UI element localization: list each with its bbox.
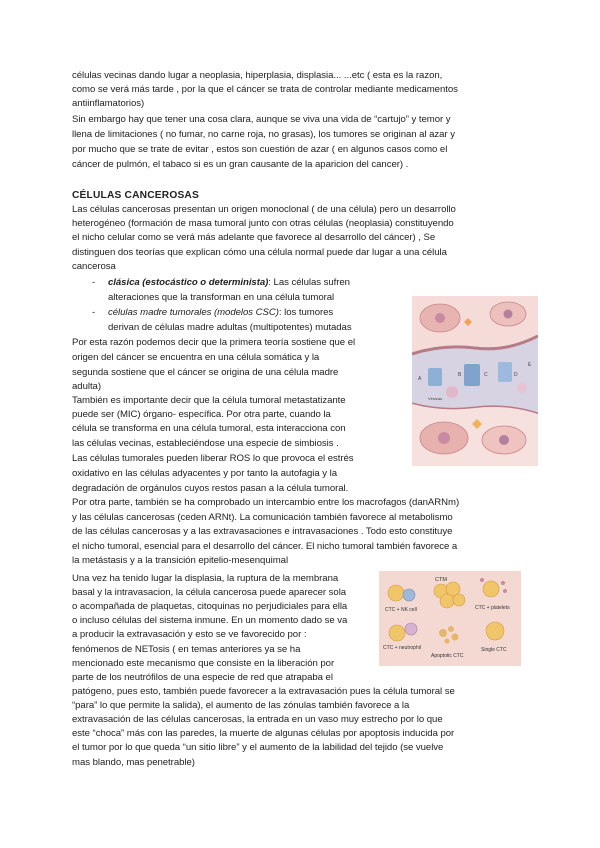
text-line: este “choca” más con las paredes, la muerte de algunas células por apoptosis inducida por <box>72 728 455 739</box>
figure-label: D <box>514 372 518 378</box>
figure-label: CTC + NK cell <box>385 607 417 613</box>
figure-label: Apoptotic CTC <box>431 653 464 659</box>
text-line: a producir la extravasación y esto se ve favorecido por : <box>72 629 307 640</box>
vessel-cell <box>498 362 512 382</box>
text-line: mas blando, mas penetrable) <box>72 757 195 768</box>
text-line: célula se transforma en una célula tumoral, esta interacciona con <box>72 423 346 434</box>
text-line: o incluso células del sistema inmune. En un momento dado se va <box>72 615 348 626</box>
bullet-text: : Las células sufren <box>268 277 350 288</box>
bullet-item <box>108 277 350 289</box>
cell-nucleus <box>499 435 509 445</box>
text-line: el tumor por lo que queda “un sitio libre” y el aumento de la labilidad del tejido (se vuelve <box>72 742 444 753</box>
figure-label: A <box>418 376 422 382</box>
bullet-term: clásica (estocástico o determinista) <box>108 277 269 288</box>
ctc-cell <box>389 625 405 641</box>
section-heading: CÉLULAS CANCEROSAS <box>72 190 199 201</box>
apoptotic-fragment <box>439 629 447 637</box>
figure-label: E <box>528 362 532 368</box>
text-line: Las células cancerosas presentan un origen monoclonal ( de una célula) pero un desarrollo <box>72 204 456 215</box>
text-line: heterogéneo (formación de masa tumoral junto con otras células (neoplasia) constituyendo <box>72 218 454 229</box>
text-line: adulta) <box>72 381 101 392</box>
platelet <box>480 578 484 582</box>
neutrophil <box>405 623 417 635</box>
text-line: células vecinas dando lugar a neoplasia, hiperplasia, displasia... ...etc ( esta es la razon, <box>72 70 443 81</box>
text-line: antiinflamatorios) <box>72 98 145 109</box>
text-line: distinguen dos teorías que explican cómo una célula normal puede dar lugar a una célula <box>72 247 447 258</box>
text-line: puede ser (MIC) órgano- específica. Por otra parte, cuando la <box>72 409 331 420</box>
figure-label: B <box>458 372 462 378</box>
figure-label: CTC + platelets <box>475 605 510 611</box>
ctc-cell <box>483 581 499 597</box>
text-line: Las células tumorales pueden liberar ROS lo que provoca el estrés <box>72 453 354 464</box>
apoptotic-fragment <box>448 626 454 632</box>
ctc-cell <box>453 594 465 606</box>
text-line: la metástasis y a la transición epitelio-mesenquimal <box>72 555 289 566</box>
figure-label: Vésicas <box>428 396 443 401</box>
text-line: o acompañada de plaquetas, citoquinas no perjudiciales para ella <box>72 601 348 612</box>
text-line: oxidativo en las células adyacentes y por tanto la autofagia y la <box>72 468 338 479</box>
nk-cell <box>403 589 415 601</box>
text-line: por mucho que se trate de evitar , estos son cuestión de azar ( en algunos casos como el <box>72 144 448 155</box>
bullet-continuation: alteraciones que la transforman en una célula tumoral <box>108 292 335 303</box>
cell-nucleus <box>435 313 445 323</box>
bullet-dash: - <box>92 277 96 288</box>
text-line: mencionado este mecanismo que consiste en la liberación por <box>72 658 335 669</box>
bullet-text: : los tumores <box>278 307 334 318</box>
text-line: degradación de orgánulos cuyos restos pasan a la célula tumoral. <box>72 483 349 494</box>
platelet <box>501 581 505 585</box>
apoptotic-fragment <box>445 639 450 644</box>
ctc-cell <box>486 622 504 640</box>
figure-label: C <box>484 372 488 378</box>
figure-label: CTC + neutrophil <box>383 645 421 651</box>
text-line: basal y la intravasacion, la célula cancerosa puede aparecer sola <box>72 587 347 598</box>
text-line: cáncer de pulmón, el tabaco si es un gran causante de la aparicion del cancer) . <box>72 159 409 170</box>
text-line: de las células cancerosas y a las extravasaciones e intravasaciones . Todo esto constituye <box>72 526 453 537</box>
vessel-cell <box>464 364 480 386</box>
text-line: Una vez ha tenido lugar la displasia, la ruptura de la membrana <box>72 573 339 584</box>
bullet-term: células madre tumorales (modelos CSC) <box>108 307 279 318</box>
text-line: segunda sostiene que el cáncer se origina de una célula madre <box>72 367 339 378</box>
text-line: como se verá más tarde , por la que el cáncer se trata de controlar mediante medicamentos <box>72 84 458 95</box>
figure-label: Single CTC <box>481 647 507 653</box>
bullet-continuation: derivan de células madre adultas (multipotentes) mutadas <box>108 322 352 333</box>
text-line: Por otra parte, también se ha comprobado un intercambio entre los macrofagos (danARNm) <box>72 497 460 508</box>
vessel-cell <box>517 383 527 393</box>
text-line: Sin embargo hay que tener una cosa clara, aunque se viva una vida de “cartujo” y temor y <box>72 114 451 125</box>
text-line: cancerosa <box>72 261 116 272</box>
bullet-dash: - <box>92 307 96 318</box>
figure-label: CTM <box>435 577 447 583</box>
text-line: el nicho celular como se verá más adelante que favorece al desarrollo del cáncer) , Se <box>72 232 436 243</box>
text-line: Por esta razón podemos decir que la primera teoría sostiene que el <box>72 337 356 348</box>
ctc-types-figure <box>379 571 521 666</box>
vessel-cell <box>446 386 458 398</box>
text-line: patógeno, pues esto, también puede favorecer a la extravasación pues la célula tumoral se <box>72 686 455 697</box>
text-line: llena de limitaciones ( no fumar, no carne roja, no grasas), los tumores se originan al azar y <box>72 129 455 140</box>
text-line: origen del cáncer se encuentra en una célula somática y la <box>72 352 320 363</box>
ctc-cell <box>388 585 404 601</box>
cell-nucleus <box>504 310 513 319</box>
bullet-item <box>108 307 333 319</box>
vessel-cell <box>428 368 442 386</box>
text-line: fenómenos de NETosis ( en temas anteriores ya se ha <box>72 644 301 655</box>
text-line: “para” lo que permite la salida), el aumento de las zónulas también favorece a la <box>72 700 410 711</box>
text-line: parte de los neutrófilos de una especie de red que atrapaba el <box>72 672 333 683</box>
cell-nucleus <box>438 432 450 444</box>
text-line: las células vecinas, estableciéndose una especie de simbiosis . <box>72 438 339 449</box>
text-line: También es importante decir que la célula tumoral metastatizante <box>72 395 346 406</box>
ctc-cell <box>440 594 454 608</box>
text-line: extravasación de las células cancerosas, la entrada en un vaso muy estrecho por lo que <box>72 714 443 725</box>
text-line: y las células cancerosas (ceden ARNt). La comunicación también favorece al metabolismo <box>72 512 453 523</box>
text-line: el nicho tumoral, esencial para el desarrollo del cáncer. El nicho tumoral también favorece a <box>72 541 458 552</box>
apoptotic-fragment <box>452 634 459 641</box>
platelet <box>503 589 507 593</box>
tumor-niche-figure <box>412 296 538 466</box>
